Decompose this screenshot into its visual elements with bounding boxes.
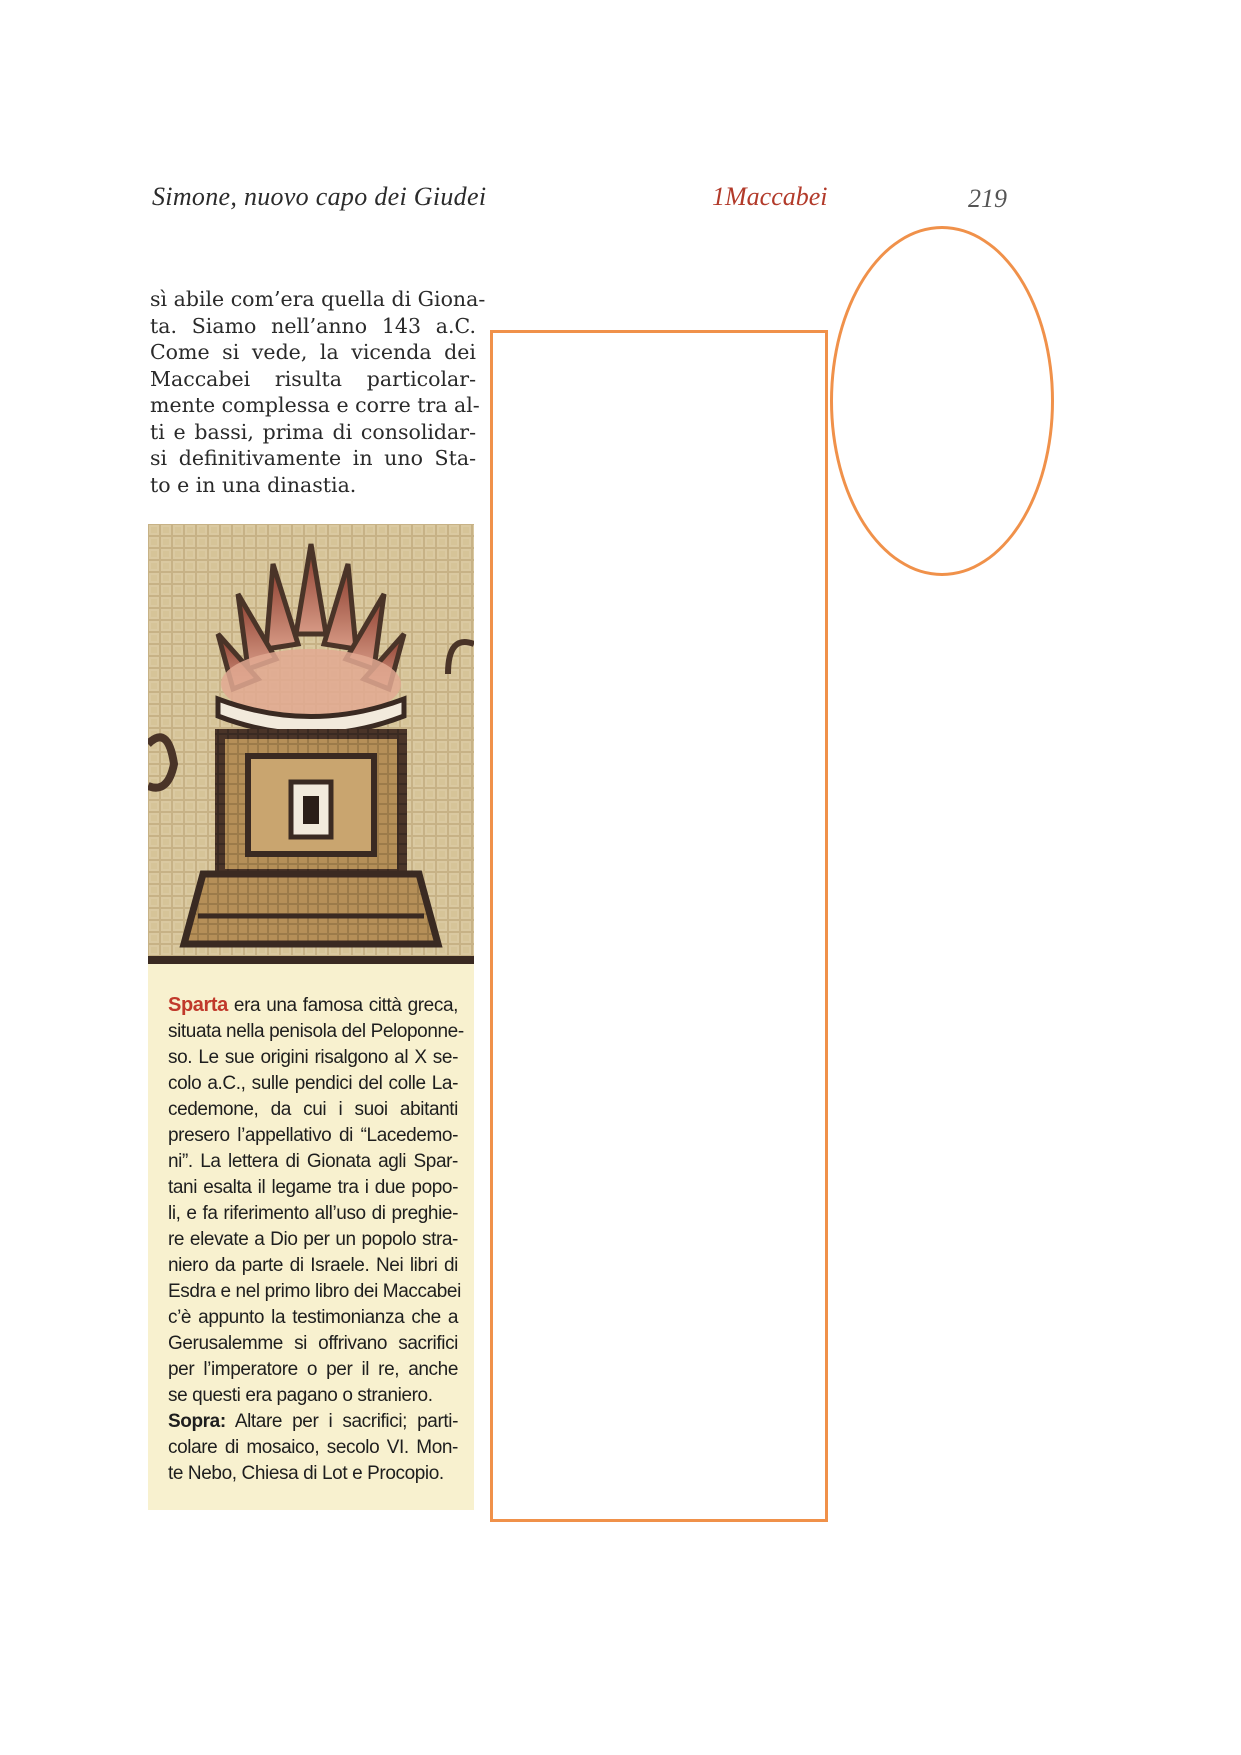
caption-line: re elevate a Dio per un popolo stra- <box>168 1229 458 1250</box>
caption-line-rest: era una famosa città greca, <box>227 995 458 1016</box>
caption-line: cedemone, da cui i suoi abitanti <box>168 1099 458 1120</box>
running-title: Simone, nuovo capo dei Giudei <box>152 182 487 211</box>
caption-line: li, e fa riferimento all’uso di preghie- <box>168 1203 458 1224</box>
caption-line: presero l’appellativo di “Lacedemo- <box>168 1125 458 1146</box>
caption-line <box>168 1409 458 1435</box>
caption-line: colare di mosaico, secolo VI. Mon- <box>168 1437 458 1458</box>
caption-line: so. Le sue origini risalgono al X se- <box>168 1047 458 1068</box>
intro-line: to e in una dinastia. <box>150 472 357 497</box>
caption-label-rest: Altare per i sacrifici; parti- <box>225 1411 458 1432</box>
intro-line: sì abile com’era quella di Giona- <box>150 287 486 311</box>
caption-line <box>168 992 458 1019</box>
intro-line: Come si vede, la vicenda dei <box>150 340 476 364</box>
caption-box <box>148 964 474 1510</box>
caption-line: ni”. La lettera di Gionata agli Spar- <box>168 1151 458 1172</box>
page-number: 219 <box>968 184 1007 213</box>
caption-lead: Sparta <box>168 994 228 1016</box>
intro-line: Maccabei risulta particolar- <box>150 366 476 391</box>
intro-paragraph <box>150 286 486 498</box>
book-title: 1Maccabei <box>712 182 828 211</box>
caption-line: se questi era pagano o straniero. <box>168 1385 433 1406</box>
caption-line: situata nella penisola del Peloponne- <box>168 1021 464 1042</box>
caption-line: te Nebo, Chiesa di Lot e Procopio. <box>168 1463 444 1484</box>
caption-line: tani esalta il legame tra i due popo- <box>168 1177 458 1198</box>
caption-line: niero da parte di Israele. Nei libri di <box>168 1255 458 1276</box>
caption-label: Sopra: <box>168 1411 226 1432</box>
intro-line: ta. Siamo nell’anno 143 a.C. <box>150 313 476 338</box>
intro-line: ti e bassi, prima di consolidar- <box>150 419 476 444</box>
caption-line: Esdra e nel primo libro dei Maccabei <box>168 1281 461 1302</box>
caption-line: c’è appunto la testimonianza che a <box>168 1307 458 1328</box>
intro-line: mente complessa e corre tra al- <box>150 393 480 417</box>
caption-text <box>168 992 464 1487</box>
annotation-rectangle <box>490 330 828 1522</box>
caption-line: Gerusalemme si offrivano sacrifici <box>168 1333 458 1354</box>
page-header <box>0 182 1241 222</box>
caption-line: per l’imperatore o per il re, anche <box>168 1359 458 1380</box>
annotation-ellipse <box>830 226 1054 576</box>
caption-line: colo a.C., sulle pendici del colle La- <box>168 1073 458 1094</box>
intro-line: si definitivamente in uno Sta- <box>150 446 476 470</box>
mosaic-altar-image <box>148 524 474 964</box>
